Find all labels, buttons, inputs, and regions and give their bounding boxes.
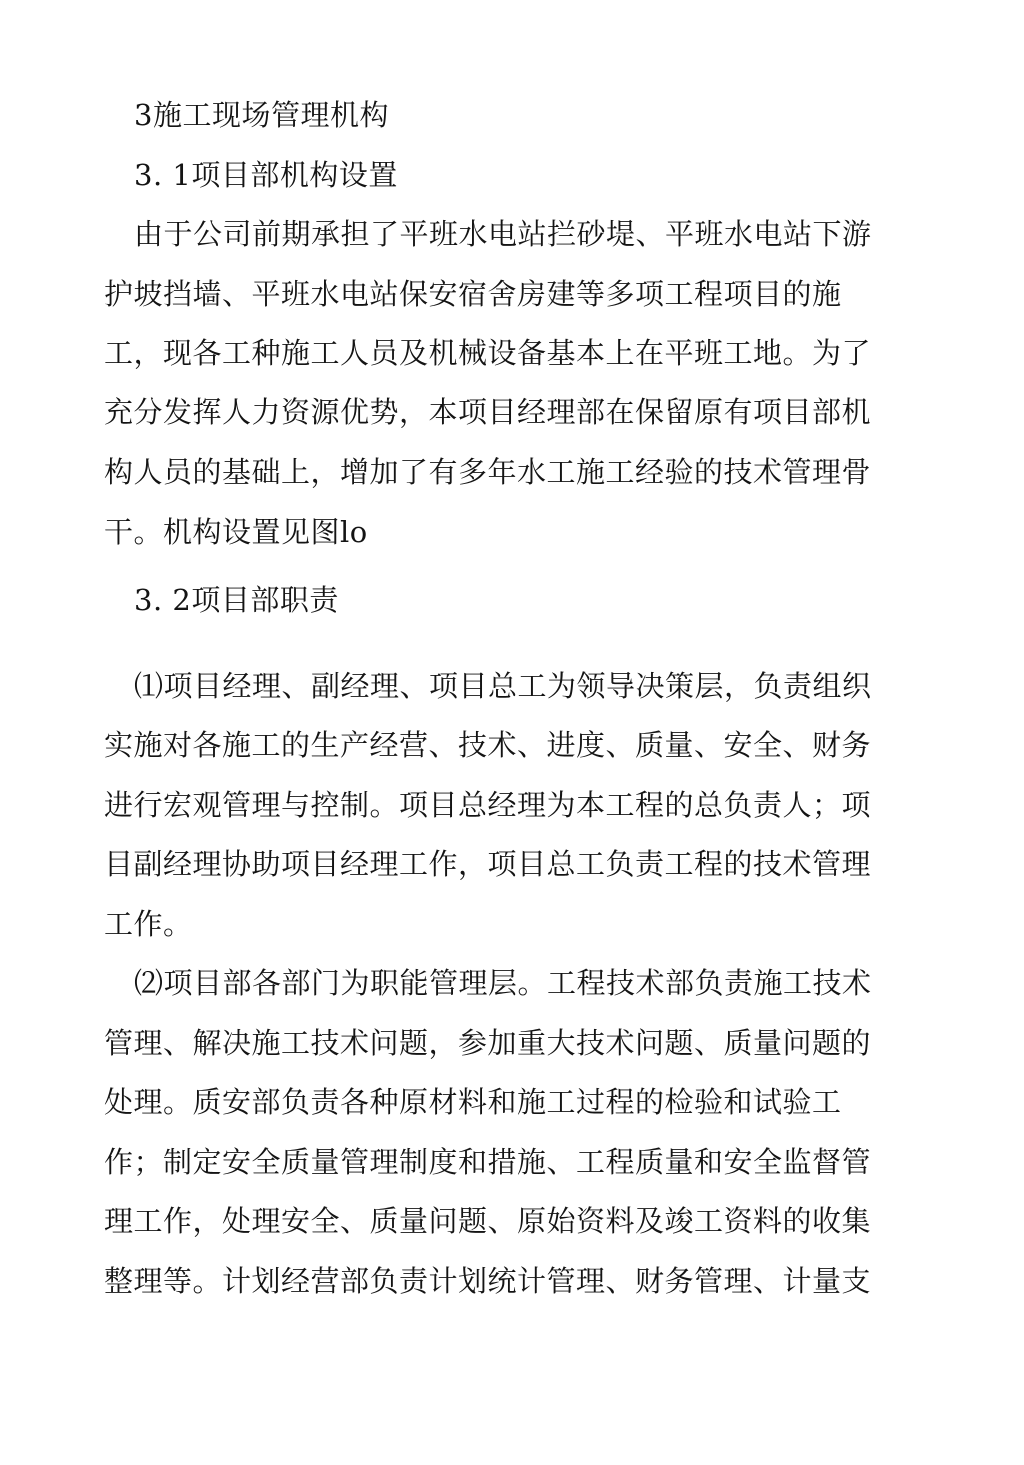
section-heading-3: 3施工现场管理机构 [134, 98, 389, 132]
paragraph-line: 管理、解决施工技术问题，参加重大技术问题、质量问题的 [104, 1026, 872, 1060]
paragraph-line: 干。机构设置见图lo [104, 515, 368, 549]
paragraph-line: 工，现各工种施工人员及机械设备基本上在平班工地。为了 [104, 336, 872, 370]
section-heading-3-2: 3. 2项目部职责 [134, 583, 339, 617]
paragraph-line: ⑵项目部各部门为职能管理层。工程技术部负责施工技术 [134, 966, 872, 1000]
paragraph-line: 整理等。计划经营部负责计划统计管理、财务管理、计量支 [104, 1264, 872, 1298]
paragraph-line: 护坡挡墙、平班水电站保安宿舍房建等多项工程项目的施 [104, 277, 842, 311]
paragraph-line: ⑴项目经理、副经理、项目总工为领导决策层，负责组织 [134, 669, 872, 703]
paragraph-line: 工作。 [104, 907, 193, 941]
paragraph-line: 进行宏观管理与控制。项目总经理为本工程的总负责人；项 [104, 788, 872, 822]
paragraph-line: 作；制定安全质量管理制度和措施、工程质量和安全监督管 [104, 1145, 872, 1179]
paragraph-line: 实施对各施工的生产经营、技术、进度、质量、安全、财务 [104, 728, 872, 762]
paragraph-line: 由于公司前期承担了平班水电站拦砂堤、平班水电站下游 [134, 217, 872, 251]
section-heading-3-1: 3. 1项目部机构设置 [134, 158, 398, 192]
paragraph-line: 处理。质安部负责各种原材料和施工过程的检验和试验工 [104, 1085, 842, 1119]
paragraph-line: 充分发挥人力资源优势，本项目经理部在保留原有项目部机 [104, 395, 872, 429]
paragraph-line: 理工作，处理安全、质量问题、原始资料及竣工资料的收集 [104, 1204, 872, 1238]
paragraph-line: 构人员的基础上，增加了有多年水工施工经验的技术管理骨 [104, 455, 872, 489]
paragraph-line: 目副经理协助项目经理工作，项目总工负责工程的技术管理 [104, 847, 872, 881]
